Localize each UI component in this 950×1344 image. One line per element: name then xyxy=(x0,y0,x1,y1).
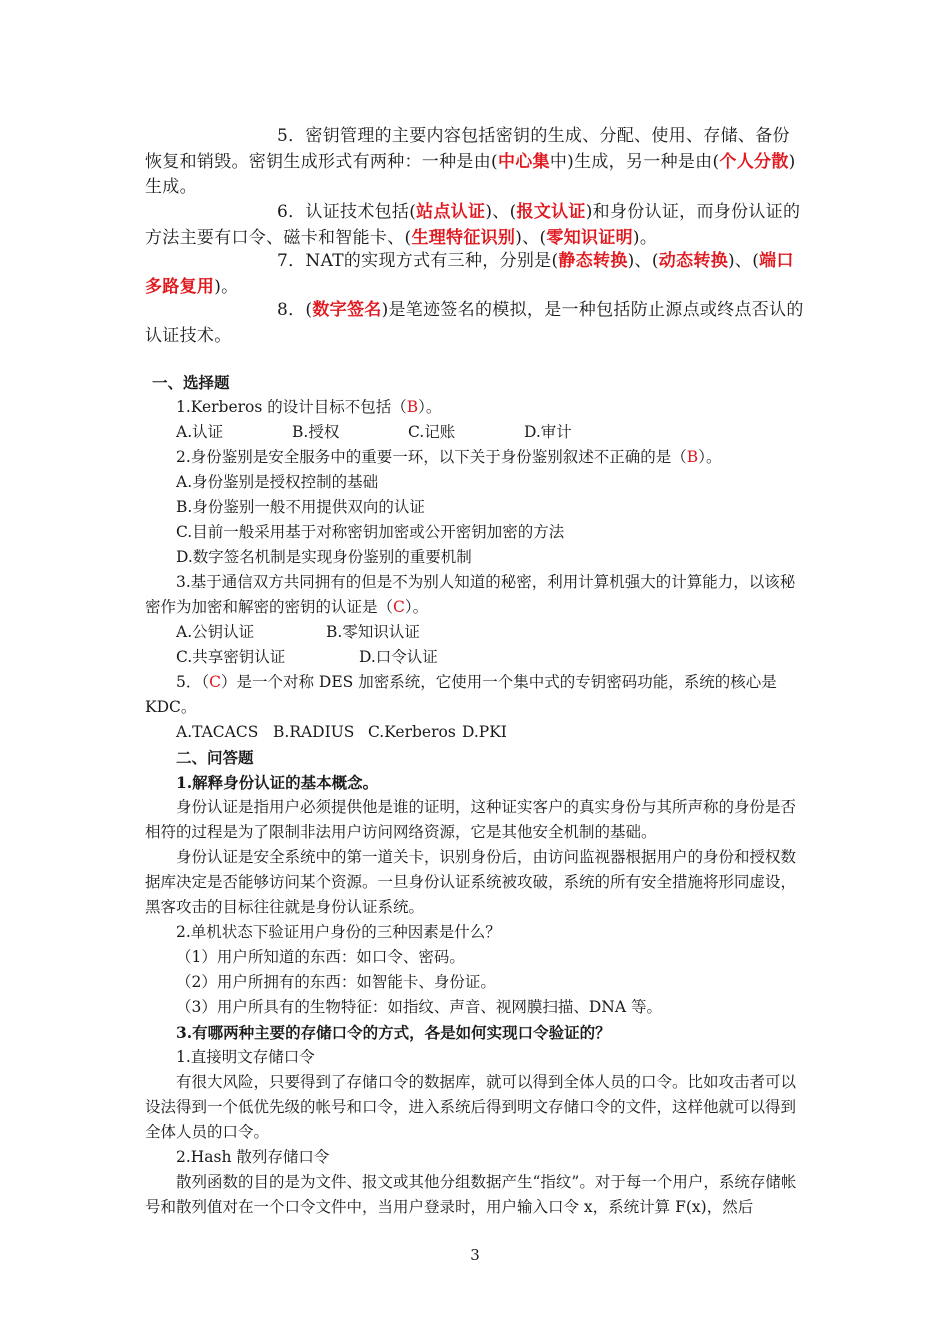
qa-answer-3-paragraph-2: 散列函数的目的是为文件、报文或其他分组数据产生“指纹”。对于每一个用户，系统存储帐号和散列值对在一个口令文件中，当用户登录时，用户输入口令 x，系统计算 F(x)，然后 xyxy=(145,1173,797,1216)
option: D.数字签名机制是实现身份鉴别的重要机制 xyxy=(176,548,472,566)
option: C.目前一般采用基于对称密钥加密或公开密钥加密的方法 xyxy=(176,523,565,541)
qa-question-3-title: 3.有哪两种主要的存储口令的方式，各是如何实现口令验证的？ xyxy=(176,1023,611,1042)
option: D.审计 xyxy=(524,423,572,441)
list-item: （2）用户所拥有的东西：如智能卡、身份证。 xyxy=(176,973,496,991)
option: A.认证 xyxy=(176,423,224,441)
option: B.授权 xyxy=(292,423,340,441)
option: C.记账 xyxy=(408,423,456,441)
qa-subheading-hash: 2.Hash 散列存储口令 xyxy=(176,1148,330,1166)
option: A.身份鉴别是授权控制的基础 xyxy=(176,473,379,491)
choice-3-options-row-2 xyxy=(145,645,838,670)
option: D.PKI xyxy=(462,723,507,741)
list-item: （1）用户所知道的东西：如口令、密码。 xyxy=(176,948,465,966)
option: B.零知识认证 xyxy=(326,623,420,641)
qa-heading: 二、问答题 xyxy=(176,748,254,767)
option: A.TACACS xyxy=(176,723,259,741)
choice-question-2: 2.身份鉴别是安全服务中的重要一环，以下关于身份鉴别叙述不正确的是（B）。 xyxy=(176,448,722,466)
fill-question-8: 8．(数字签名)是笔迹签名的模拟，是一种包括防止源点或终点否认的认证技术。 xyxy=(145,300,804,346)
choice-3-options-row-1 xyxy=(145,620,838,645)
option: C.共享密钥认证 xyxy=(176,648,286,666)
choice-5-options xyxy=(145,720,838,745)
list-item: （3）用户所具有的生物特征：如指纹、声音、视网膜扫描、DNA 等。 xyxy=(176,998,662,1016)
qa-answer-3-paragraph-1: 有很大风险，只要得到了存储口令的数据库，就可以得到全体人员的口令。比如攻击者可以设法得到一个低优先级的帐号和口令，进入系统后得到明文存储口令的文件，这样他就可以得到全体人员的口令。 xyxy=(145,1073,797,1141)
qa-question-2-title: 2.单机状态下验证用户身份的三种因素是什么？ xyxy=(176,923,501,941)
qa-question-1-title: 1.解释身份认证的基本概念。 xyxy=(176,773,379,792)
qa-subheading-plaintext: 1.直接明文存储口令 xyxy=(176,1048,315,1066)
option: B.身份鉴别一般不用提供双向的认证 xyxy=(176,498,425,516)
fill-question-5: 5．密钥管理的主要内容包括密钥的生成、分配、使用、存储、备份恢复和销毁。密钥生成形式有两种：一种是由(中心集中)生成，另一种是由(个人分散)生成。 xyxy=(145,126,796,197)
option: D.口令认证 xyxy=(359,648,438,666)
choice-1-options xyxy=(145,420,838,445)
choice-heading: 一、选择题 xyxy=(152,373,230,392)
page-number: 3 xyxy=(470,1246,480,1264)
fill-question-6: 6．认证技术包括(站点认证)、(报文认证)和身份认证，而身份认证的方法主要有口令、磁卡和智能卡、(生理特征识别)、(零知识证明)。 xyxy=(145,202,801,248)
choice-question-3: 3.基于通信双方共同拥有的但是不为别人知道的秘密，利用计算机强大的计算能力，以该秘密作为加密和解密的密钥的认证是（C）。 xyxy=(145,573,796,616)
qa-answer-1-paragraph-2: 身份认证是安全系统中的第一道关卡，识别身份后，由访问监视器根据用户的身份和授权数据库决定是否能够访问某个资源。一旦身份认证系统被攻破，系统的所有安全措施将形同虚设，黑客攻击的目标往往就是身份认证系统。 xyxy=(145,848,797,916)
qa-answer-1-paragraph-1: 身份认证是指用户必须提供他是谁的证明，这种证实客户的真实身份与其所声称的身份是否相符的过程是为了限制非法用户访问网络资源，它是其他安全机制的基础。 xyxy=(145,798,797,841)
fill-question-7: 7．NAT的实现方式有三种，分别是(静态转换)、(动态转换)、(端口多路复用)。 xyxy=(145,251,794,297)
choice-question-1: 1.Kerberos 的设计目标不包括（B）。 xyxy=(176,398,442,416)
option: A.公钥认证 xyxy=(176,623,255,641)
option: B.RADIUS xyxy=(273,723,355,741)
choice-question-5: 5．（C）是一个对称 DES 加密系统，它使用一个集中式的专钥密码功能，系统的核心是 KDC。 xyxy=(145,673,777,716)
option: C.Kerberos xyxy=(368,723,456,741)
